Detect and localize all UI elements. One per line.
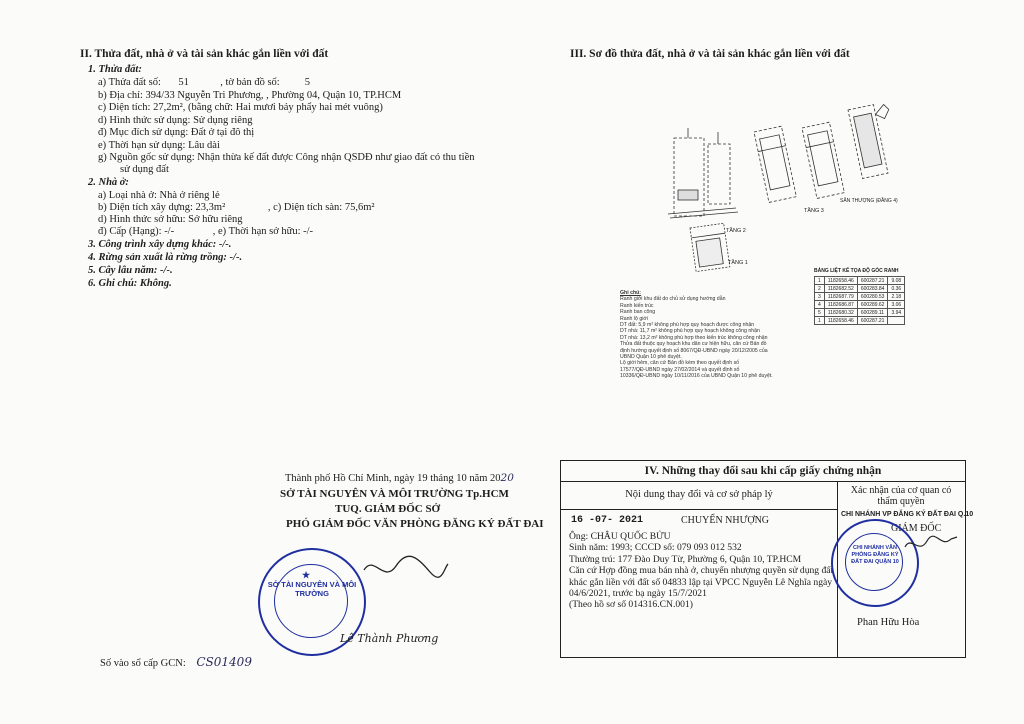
change-line: Sinh năm: 1993; CCCD số: 079 093 012 532 <box>569 542 742 554</box>
floor-2-plan <box>754 126 796 202</box>
change-line: khác gắn liền với đất số 04833 lập tại VPCC Nguyễn Lê Nghĩa ngày <box>569 576 833 588</box>
land-use-term: e) Thời hạn sử dụng: Lâu dài <box>98 140 220 151</box>
legend-item: 10336/QĐ-UBND ngày 10/11/2016 của UBND Quận 10 phê duyệt. <box>620 373 773 380</box>
change-lines <box>569 531 833 611</box>
legend-item: Ranh ban công <box>620 309 656 316</box>
changes-col2-header: Xác nhận của cơ quan có thẩm quyền <box>850 485 952 507</box>
house-heading: 2. Nhà ở: <box>88 177 129 188</box>
coordinate-table <box>814 276 905 325</box>
house-grade: đ) Cấp (Hạng): -/- <box>98 226 175 237</box>
coordinate-cell: 1182686.87 <box>824 301 857 309</box>
parcel-value: 51 <box>178 77 189 88</box>
coordinate-row <box>815 285 905 293</box>
legend-item: 17577/QĐ-UBND ngày 27/02/2014 và quyết định số <box>620 366 740 373</box>
item-3: 3. Công trình xây dựng khác: -/-. <box>88 239 232 250</box>
land-address: b) Địa chỉ: 394/33 Nguyễn Tri Phương, , Phường 04, Quận 10, TP.HCM <box>98 90 402 101</box>
land-use-form: d) Hình thức sử dụng: Sử dụng riêng <box>98 115 253 126</box>
coordinate-cell: 600287.21 <box>857 277 888 285</box>
changes-col1-header: Nội dung thay đổi và cơ sở pháp lý <box>561 481 837 510</box>
parcel-label: a) Thửa đất số: <box>98 77 161 88</box>
house-term: , e) Thời hạn sở hữu: -/- <box>212 226 314 237</box>
roof-plan <box>848 102 902 179</box>
section-2-title: II. Thửa đất, nhà ở và tài sản khác gắn liền với đất <box>80 48 329 60</box>
coordinate-cell: 1 <box>815 317 825 325</box>
land-parcel-number <box>98 77 332 90</box>
legend-title: Ghi chú: <box>620 290 642 296</box>
coordinate-cell: 600280.53 <box>857 293 888 301</box>
land-heading: 1. Thửa đất: <box>88 64 142 75</box>
land-use-purpose: đ) Mục đích sử dụng: Đất ở tại đô thị <box>98 127 255 138</box>
coordinate-cell: 1182658.46 <box>824 277 857 285</box>
coordinate-row <box>815 317 905 325</box>
floor-label-3: TẦNG 3 <box>804 208 824 214</box>
land-area: c) Diện tích: 27,2m², (bằng chữ: Hai mươi bảy phẩy hai mét vuông) <box>98 102 383 113</box>
stamp-left-text: SỞ TÀI NGUYÊN VÀ MÔI TRƯỜNG <box>267 580 357 598</box>
coordinate-row <box>815 293 905 301</box>
map-sheet-value: 5 <box>304 77 310 88</box>
coordinate-cell: 5 <box>815 309 825 317</box>
legend-item: Lộ giới hẻm, căn cứ Bản đồ kèm theo quyết định số <box>620 360 740 367</box>
issuing-department: SỞ TÀI NGUYÊN VÀ MÔI TRƯỜNG Tp.HCM <box>280 488 509 500</box>
coordinate-cell: 9.08 <box>888 277 905 285</box>
item-5: 5. Cây lâu năm: -/-. <box>88 265 173 276</box>
legend-item: Ranh kiến trúc <box>620 302 654 309</box>
gcn-value: CS01409 <box>196 655 252 669</box>
signer-position: PHÓ GIÁM ĐỐC VĂN PHÒNG ĐĂNG KÝ ĐẤT ĐAI <box>286 518 544 530</box>
land-origin-cont: sử dụng đất <box>120 164 169 175</box>
item-4: 4. Rừng sản xuất là rừng trồng: -/-. <box>88 252 243 263</box>
item-6: 6. Ghi chú: Không. <box>88 278 172 289</box>
coordinate-cell <box>888 317 905 325</box>
legend-item: Ranh giới khu đất do chủ sử dụng hướng dẫn <box>620 296 726 303</box>
coordinate-row <box>815 309 905 317</box>
director-title: GIÁM ĐỐC <box>891 523 942 534</box>
year-suffix: 20 <box>500 472 514 484</box>
coordinate-table-block <box>814 268 905 325</box>
house-ownership: d) Hình thức sở hữu: Sở hữu riêng <box>98 214 243 225</box>
floor-label-roof: SÂN THƯỢNG (ĐẦNG 4) <box>840 198 898 204</box>
gcn-label: Số vào sổ cấp GCN: <box>100 658 186 669</box>
floor-label-2: TẦNG 2 <box>726 228 746 234</box>
coordinate-table-title: BẢNG LIỆT KÊ TỌA ĐỘ GÓC RANH <box>814 268 899 274</box>
build-area: b) Diện tích xây dựng: 23,3m² <box>98 202 226 213</box>
legend-item: UBND Quận 10 phê duyệt. <box>620 354 682 361</box>
floor-area: , c) Diện tích sàn: 75,6m² <box>267 202 375 213</box>
coordinate-cell: 600287.21 <box>857 317 888 325</box>
official-stamp-left: SỞ TÀI NGUYÊN VÀ MÔI TRƯỜNG ★ <box>258 548 366 656</box>
coordinate-cell: 1182658.46 <box>824 317 857 325</box>
section-4-title: IV. Những thay đổi sau khi cấp giấy chứng nhận <box>561 461 965 482</box>
map-sheet-label: , tờ bản đồ số: <box>220 77 280 88</box>
coordinate-cell: 1182680.32 <box>824 309 857 317</box>
floor-3-plan <box>802 122 844 198</box>
coordinate-cell: 600283.84 <box>857 285 888 293</box>
legend-item: DT nhà: 11,7 m² không phù hợp quy hoạch không công nhận <box>620 328 760 335</box>
house-build-area <box>98 202 375 215</box>
land-origin: g) Nguồn gốc sử dụng: Nhận thừa kế đất được Công nhận QSDĐ như giao đất có thu tiền <box>98 152 475 163</box>
signature-left <box>360 550 450 590</box>
coordinate-cell: 600289.11 <box>857 309 888 317</box>
change-type: CHUYỂN NHƯỢNG <box>681 515 770 526</box>
stamp-right-text: CHI NHÁNH VĂN PHÒNG ĐĂNG KÝ ĐẤT ĐAI QUẬN 10 <box>851 545 899 565</box>
coordinate-cell: 1182687.79 <box>824 293 857 301</box>
lot-plan <box>668 128 738 218</box>
coordinate-cell: 2.18 <box>888 293 905 301</box>
change-line: 04/6/2021, trước bạ ngày 15/7/2021 <box>569 588 707 600</box>
coordinate-cell: 3.06 <box>888 301 905 309</box>
coordinate-cell: 3.94 <box>888 309 905 317</box>
coordinate-cell: 0.36 <box>888 285 905 293</box>
place-date-text: Thành phố Hồ Chí Minh, ngày 19 tháng 10 năm 20 <box>285 473 501 484</box>
changes-content-column <box>561 481 838 657</box>
tuq-line: TUQ. GIÁM ĐỐC SỞ <box>335 503 441 515</box>
coordinate-cell: 4 <box>815 301 825 309</box>
coordinate-cell: 1182682.52 <box>824 285 857 293</box>
changes-table <box>560 460 974 658</box>
floor-1-plan <box>690 223 730 271</box>
signature-right <box>901 529 961 559</box>
section-3-title: III. Sơ đồ thửa đất, nhà ở và tài sản khác gắn liền với đất <box>570 48 850 60</box>
change-line: Ông: CHÂU QUỐC BỬU <box>569 531 671 542</box>
gcn-entry <box>100 656 252 671</box>
legend-item: DT đất: 5,9 m² không phù hợp quy hoạch được công nhận <box>620 322 755 329</box>
coordinate-cell: 2 <box>815 285 825 293</box>
coordinate-row <box>815 277 905 285</box>
coordinate-cell: 3 <box>815 293 825 301</box>
place-date <box>285 472 514 486</box>
signer-name-right: Phan Hữu Hòa <box>857 617 920 628</box>
change-line: Thường trú: 177 Đào Duy Từ, Phường 6, Quận 10, TP.HCM <box>569 553 802 565</box>
coordinate-row <box>815 301 905 309</box>
house-type: a) Loại nhà ở: Nhà ở riêng lẻ <box>98 190 220 201</box>
legend-item: Ranh lộ giới <box>620 315 648 322</box>
diagram-legend <box>620 290 820 380</box>
signer-name-left: Lê Thành Phương <box>340 632 439 645</box>
confirming-org: CHI NHÁNH VP ĐĂNG KÝ ĐẤT ĐAI Q.10 <box>841 511 974 518</box>
legend-item: DT nhà: 13,2 m² không phù hợp theo kiến trúc không công nhận <box>620 334 768 341</box>
change-date: 16 -07- 2021 <box>571 515 644 526</box>
legend-item: định hướng quyết định số 8067/QĐ-UBND ngày 20/12/2005 của <box>620 347 768 354</box>
coordinate-cell: 600289.62 <box>857 301 888 309</box>
legend-item: Thửa đất thuộc quy hoạch khu dân cư hiện hữu, căn cứ Bản đồ <box>620 341 767 348</box>
house-grade-term <box>98 226 313 239</box>
change-line: (Theo hồ sơ số 014316.CN.001) <box>569 599 693 611</box>
floor-label-1: TẦNG 1 <box>728 260 748 266</box>
coordinate-cell: 1 <box>815 277 825 285</box>
change-line: Căn cứ Hợp đồng mua bán nhà ở, chuyển nhượng quyền sử dụng đất <box>569 565 834 577</box>
